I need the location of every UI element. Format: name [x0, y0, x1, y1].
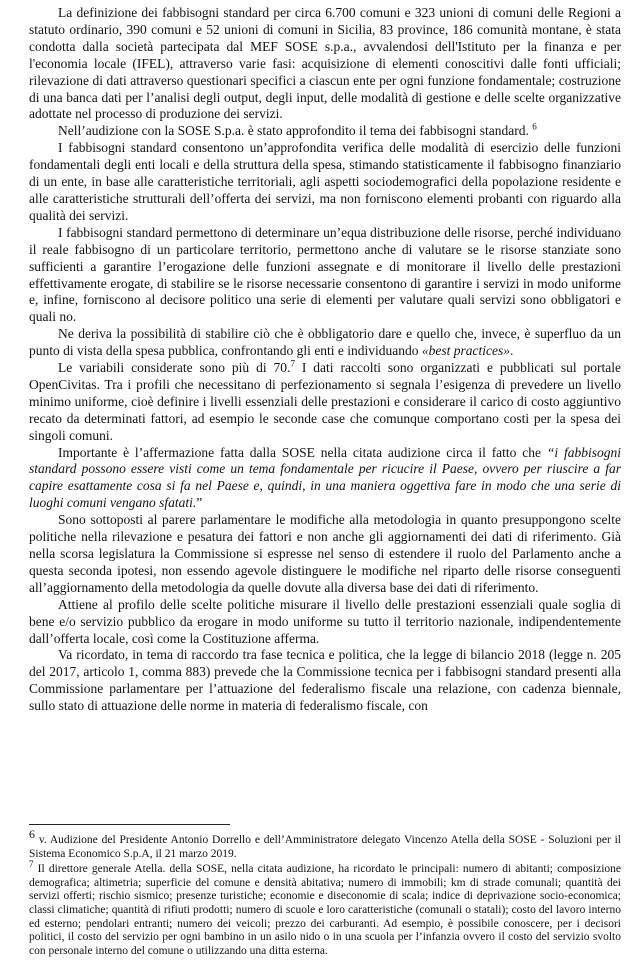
footnote-number: 7: [29, 859, 34, 870]
footnote-6: $^6$ v. Audizione del Presidente Antonio Dorrello e dell’Amministratore delegato Vincenzo Atella della SOSE - Soluzioni per il Sistema Economico S.p.A, il 21 marzo 2019.: [29, 827, 621, 860]
paragraph-7: Importante è l’affermazione fatta dalla SOSE nella citata audizione circa il fatto che “i fabbisogni standard possono essere visti come un tema fondamentale per ricucire il Paese, ovvero per riuscire a far capire esattamente cosa si fa nel Paese e, quindi, in una maniera oggettiva fare in modo che una serie di luoghi comuni vengano sfatati.”: [29, 444, 621, 511]
footnote-7: $^7$ Il direttore generale Atella. della SOSE, nella citata audizione, ha ricordato le principali: numero di abitanti; composizione demografica; altimetria; superficie del comune e densità abitativa; numero di immobili; km di strade comunali; quantità dei servizi offerti; rischio sismico; presenze turistiche; economie e diseconomie di scala; indice di deprivazione socio-economica; classi climatiche; quantità di rifiuti prodotti; numero di scuole e loro caratteristiche (comunali o statali); costo del lavoro interno ed esterno; pendolari entranti; numero dei veicoli; prezzo dei carburanti. Ad esempio, è possibile conoscere, per i decisori politici, il costo del servizio per ogni bambino in un asilo nido o in una scuola per l’infanzia ovvero il costo del servizio svolto con personale interno del comune o utilizzando una ditta esterna.: [29, 859, 621, 957]
footnotes: [29, 827, 621, 958]
footnote-number: 6: [29, 827, 35, 842]
best-practices-term: «best practices»: [421, 343, 511, 359]
footnote-ref-6[interactable]: 6: [532, 121, 537, 132]
paragraph-2: Nell’audizione con la SOSE S.p.a. è stato approfondito il tema dei fabbisogni standard. $^6$: [58, 121, 537, 139]
paragraph-10: Va ricordato, in tema di raccordo tra fase tecnica e politica, che la legge di bilancio 2018 (legge n. 205 del 2017, articolo 1, comma 883) prevede che la Commissione tecnica per i fabbisogni standard presenti alla Commissione parlamentare per l’attuazione del federalismo fiscale una relazione, con cadenza biennale, sullo stato di attuazione delle norme in materia di federalismo fiscale, con: [29, 647, 621, 714]
paragraph-4: I fabbisogni standard permettono di determinare un’equa distribuzione delle risorse, perché individuano il reale fabbisogno di un particolare territorio, permettono anche di valutare se le risorse stanziate sono sufficienti a garantire l’erogazione delle funzioni assegnate e di monitorare il livello delle prestazioni effettivamente erogate, di stabilire se le risorse necessarie consentono di garantire i servizi in modo uniforme e, infine, forniscono al decisore politico una serie di elementi per valutare quali servizi sono obbligatori e quali no.: [29, 224, 621, 325]
footnote-ref-7[interactable]: 7: [290, 358, 295, 369]
paragraph-8: Sono sottoposti al parere parlamentare le modifiche alla metodologia in quanto presuppongono scelte politiche nella rilevazione e pesatura dei fattori e non anche gli aggiornamenti dei dati di riferimento. Già nella scorsa legislatura la Commissione si espresse nel senso di estendere il ruolo del Parlamento anche a questa seconda ipotesi, non essendo agevole distinguere le modifiche nel riparto delle risorse conseguenti all’aggiornamento della metodologia da quelle dovute alla diversa base dei dati di riferimento.: [29, 512, 621, 595]
paragraph-1: La definizione dei fabbisogni standard per circa 6.700 comuni e 323 unioni di comuni delle Regioni a statuto ordinario, 390 comuni e 52 unioni di comuni in Sicilia, 83 province, 186 comunità montane, è stata condotta dalla società partecipata dal MEF SOSE s.p.a., avvalendosi dell'Istituto per la finanza e per l'economia locale (IFEL), attraverso varie fasi: acquisizione di elementi conoscitivi dalle fonti ufficiali; rilevazione di dati attraverso questionari specifici a ciascun ente per ogni funzione fondamentale; costruzione di una banca dati per l’analisi degli output, degli input, delle modalità di gestione e delle scelte organizzative adottate nel processo di produzione dei servizi.: [29, 5, 621, 122]
paragraph-5: Ne deriva la possibilità di stabilire ciò che è obbligatorio dare e quello che, invece, è superfluo da un punto di vista della spesa pubblica, confrontando gli enti e individuando «best practices».: [29, 326, 621, 359]
sose-quote: “i fabbisogni standard possono essere visti come un tema fondamentale per ricucire il Paese, ovvero per riuscire a far capire esattamente cosa si fa nel Paese e, quindi, in una maniera oggettiva fare in modo che una serie di luoghi comuni vengano sfatati.: [29, 444, 621, 511]
footnote-separator: [29, 824, 230, 825]
paragraph-9: Attiene al profilo delle scelte politiche misurare il livello delle prestazioni essenziali quale soglia di bene e/o servizio pubblico da erogare in modo uniforme su tutto il territorio nazionale, indipendentemente dall’offerta locale, così come la Costituzione afferma.: [29, 596, 621, 646]
body-text: [29, 5, 621, 715]
paragraph-6: Le variabili considerate sono più di 70.$^7$ I dati raccolti sono organizzati e pubblicati sul portale OpenCivitas. Tra i profili che necessitano di perfezionamento si segnala l’esigenza di prevedere un livello minimo uniforme, cioè definire i livelli essenziali delle prestazioni e considerare il carico di costo aggiuntivo recato da determinati fattori, ad esempio le seconde case che comunque comportano costi per la spesa dei singoli comuni.: [29, 358, 621, 443]
paragraph-3: I fabbisogni standard consentono un’approfondita verifica delle modalità di esercizio delle funzioni fondamentali degli enti locali e della struttura della spesa, stimando statisticamente il fabbisogno finanziario di un ente, in base alle caratteristiche territoriali, agli aspetti sociodemografici della popolazione residente e alle caratteristiche strutturali dell’offerta dei servizi, ma non forniscono elementi probanti con riguardo alla qualità dei servizi.: [29, 140, 621, 223]
